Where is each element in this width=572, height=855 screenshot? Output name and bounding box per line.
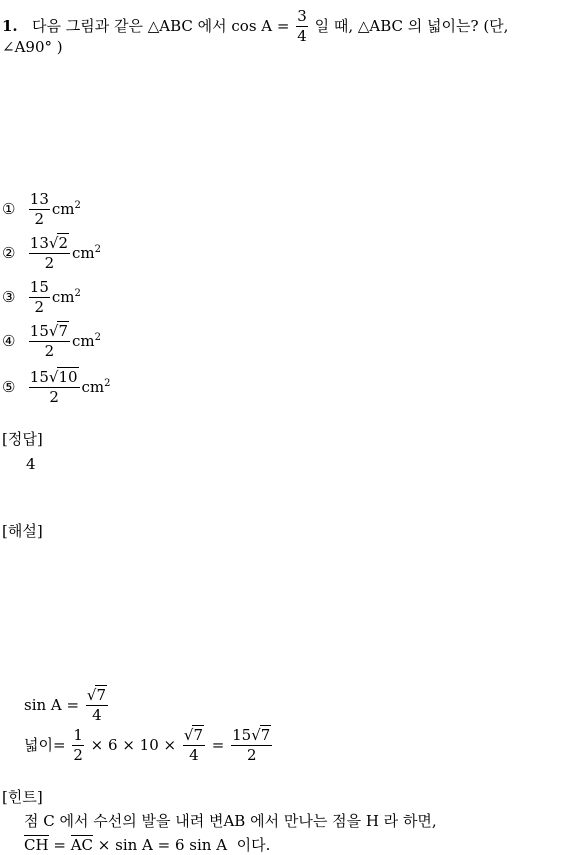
- choice-5-den: 2: [49, 387, 59, 406]
- choice-4-mark: ④: [2, 331, 16, 350]
- choice-1-mark: ①: [2, 199, 16, 218]
- hint-eq: =: [53, 836, 66, 854]
- hint-label: [힌트]: [2, 788, 43, 806]
- choice-2-num: [29, 236, 70, 254]
- sinA-den: 4: [92, 705, 102, 724]
- question-line-2: ∠A90° ): [2, 38, 63, 56]
- area-frac-2-radical: √7: [183, 726, 203, 744]
- choice-1-fraction: [29, 192, 50, 228]
- hint-end: 이다.: [236, 836, 271, 854]
- choice-3-exp: 2: [74, 287, 81, 299]
- choice-3-num: 15: [29, 278, 49, 296]
- area-frac-3-num: [231, 728, 272, 746]
- choice-4-exp: 2: [94, 331, 101, 343]
- choice-4-num: [29, 324, 70, 342]
- area-frac-3-coef: 15: [232, 726, 252, 744]
- cos-frac-num: 3: [297, 7, 307, 25]
- choice-5[interactable]: [2, 370, 111, 406]
- answer-label: [정답]: [2, 430, 43, 448]
- choice-2-mark: ②: [2, 243, 16, 262]
- choice-2-fraction: [29, 236, 70, 272]
- choice-2-unit: cm: [71, 243, 95, 262]
- question-text-1: 다음 그림과 같은 △ABC 에서: [31, 16, 227, 35]
- choice-4-unit: cm: [71, 331, 95, 350]
- area-frac-1-den: 2: [73, 745, 83, 764]
- area-frac-1-num: 1: [73, 726, 83, 744]
- choice-1-unit: cm: [51, 199, 75, 218]
- area-frac-2-den: 4: [189, 745, 199, 764]
- choice-1-exp: 2: [74, 199, 81, 211]
- hint-line-1: 점 C 에서 수선의 발을 내려 변AB 에서 만나는 점을 H 라 하면,: [24, 812, 437, 830]
- question-text-2: 일 때, △ABC 의 넓이는? (단,: [314, 16, 509, 35]
- choice-2-exp: 2: [94, 243, 101, 255]
- choice-2-radical: √2: [48, 234, 68, 252]
- question-number: 1.: [2, 16, 18, 35]
- choice-4-radicand: 7: [58, 322, 68, 340]
- choice-4-fraction: [29, 324, 70, 360]
- choice-5-num: [29, 370, 80, 388]
- choice-4[interactable]: [2, 324, 101, 360]
- choice-4-den: 2: [44, 341, 55, 360]
- area-frac-3-den: 2: [246, 745, 257, 764]
- cos-fraction: [296, 9, 308, 45]
- choice-3-den: 2: [34, 297, 45, 316]
- area-frac-2-num: [183, 728, 205, 746]
- sinA-num: [86, 688, 108, 706]
- choice-4-coef: 15: [29, 322, 49, 340]
- segment-AC: AC: [70, 836, 94, 854]
- choice-2[interactable]: [2, 236, 101, 272]
- sinA-radicand: 7: [96, 686, 106, 704]
- sinA-fraction: [86, 688, 108, 724]
- choice-2-den: 2: [44, 253, 55, 272]
- sinA-lhs: sin A =: [24, 695, 80, 714]
- choice-3-unit: cm: [51, 287, 75, 306]
- segment-CH: CH: [24, 836, 49, 854]
- choice-1-den: 2: [34, 209, 45, 228]
- answer-value: 4: [26, 455, 36, 473]
- choice-5-mark: ⑤: [2, 377, 16, 396]
- hint-rest: × sin A = 6 sin A: [97, 836, 228, 854]
- explanation-line-2: [24, 728, 274, 764]
- choice-3-mark: ③: [2, 287, 16, 306]
- choice-3-fraction: [29, 280, 50, 316]
- area-lhs: 넓이=: [24, 735, 66, 754]
- choice-5-unit: cm: [81, 377, 105, 396]
- choice-5-radical: √10: [48, 368, 78, 386]
- area-frac-2: [183, 728, 205, 764]
- cos-label: cos A =: [231, 16, 290, 35]
- choice-5-radicand: 10: [58, 368, 78, 386]
- area-eq: =: [211, 735, 225, 754]
- area-mid: × 6 × 10 ×: [90, 735, 177, 754]
- sinA-radical: √7: [86, 686, 106, 704]
- explanation-line-1: [24, 688, 110, 724]
- area-frac-3: [231, 728, 272, 764]
- question-line-1: [2, 9, 508, 45]
- area-frac-1: [72, 728, 84, 764]
- choice-1-num: 13: [29, 190, 49, 208]
- area-frac-2-radicand: 7: [193, 726, 203, 744]
- area-frac-3-radical: √7: [251, 726, 271, 744]
- explanation-label: [해설]: [2, 522, 43, 540]
- choice-1[interactable]: [2, 192, 81, 228]
- choice-5-fraction: [29, 370, 80, 406]
- area-frac-3-radicand: 7: [260, 726, 271, 744]
- cos-frac-den: 4: [297, 26, 307, 45]
- choice-5-coef: 15: [29, 368, 49, 386]
- choice-5-exp: 2: [104, 377, 111, 389]
- choice-2-coef: 13: [29, 234, 49, 252]
- choice-2-radicand: 2: [58, 234, 68, 252]
- choice-4-radical: √7: [48, 322, 68, 340]
- hint-line-2: [24, 834, 270, 855]
- choice-3[interactable]: [2, 280, 81, 316]
